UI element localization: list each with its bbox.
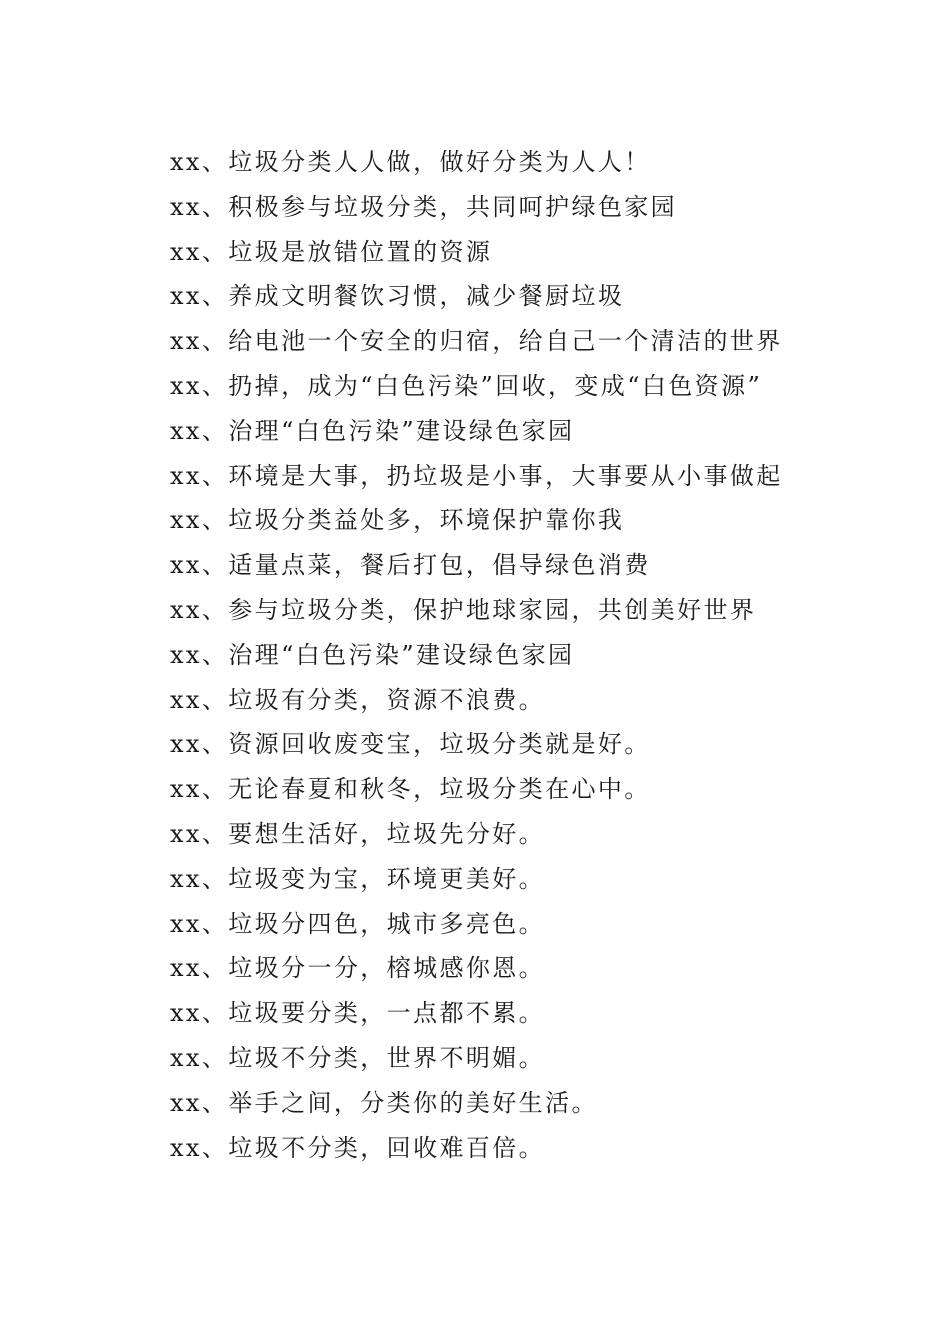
slogan-line: xx、参与垃圾分类，保护地球家园，共创美好世界: [170, 595, 757, 624]
slogan-list: [170, 140, 870, 1170]
slogan-line: xx、治理“白色污染”建设绿色家园: [170, 416, 575, 445]
slogan-line: xx、垃圾变为宝，环境更美好。: [170, 864, 546, 893]
slogan-line: xx、资源回收废变宝，垃圾分类就是好。: [170, 730, 651, 759]
slogan-line: xx、垃圾分类人人做，做好分类为人人！: [170, 148, 651, 176]
slogan-line: xx、养成文明餐饮习惯，减少餐厨垃圾: [170, 282, 625, 311]
slogan-line: xx、治理“白色污染”建设绿色家园: [170, 640, 575, 669]
slogan-line: xx、扔掉，成为“白色污染”回收，变成“白色资源”: [170, 371, 763, 400]
slogan-line: xx、要想生活好，垃圾先分好。: [170, 819, 546, 848]
slogan-line: xx、垃圾是放错位置的资源: [170, 237, 493, 266]
slogan-line: xx、垃圾有分类，资源不浪费。: [170, 685, 546, 714]
slogan-line: xx、举手之间，分类你的美好生活。: [170, 1088, 598, 1117]
slogan-line: xx、适量点菜，餐后打包，倡导绿色消费: [170, 551, 651, 580]
slogan-line: xx、垃圾分类益处多，环境保护靠你我: [170, 506, 625, 535]
slogan-line: xx、环境是大事，扔垃圾是小事，大事要从小事做起: [170, 461, 783, 490]
slogan-line: xx、垃圾不分类，回收难百倍。: [170, 1133, 546, 1162]
slogan-line: xx、垃圾不分类，世界不明媚。: [170, 1043, 546, 1072]
slogan-line: xx、积极参与垃圾分类，共同呵护绿色家园: [170, 192, 678, 221]
slogan-line: xx、垃圾分四色，城市多亮色。: [170, 909, 546, 938]
slogan-line: xx、垃圾分一分，榕城感你恩。: [170, 954, 546, 983]
slogan-line: xx、给电池一个安全的归宿，给自己一个清洁的世界: [170, 327, 783, 356]
slogan-line: xx、无论春夏和秋冬，垃圾分类在心中。: [170, 775, 651, 804]
slogan-line: xx、垃圾要分类，一点都不累。: [170, 999, 546, 1028]
